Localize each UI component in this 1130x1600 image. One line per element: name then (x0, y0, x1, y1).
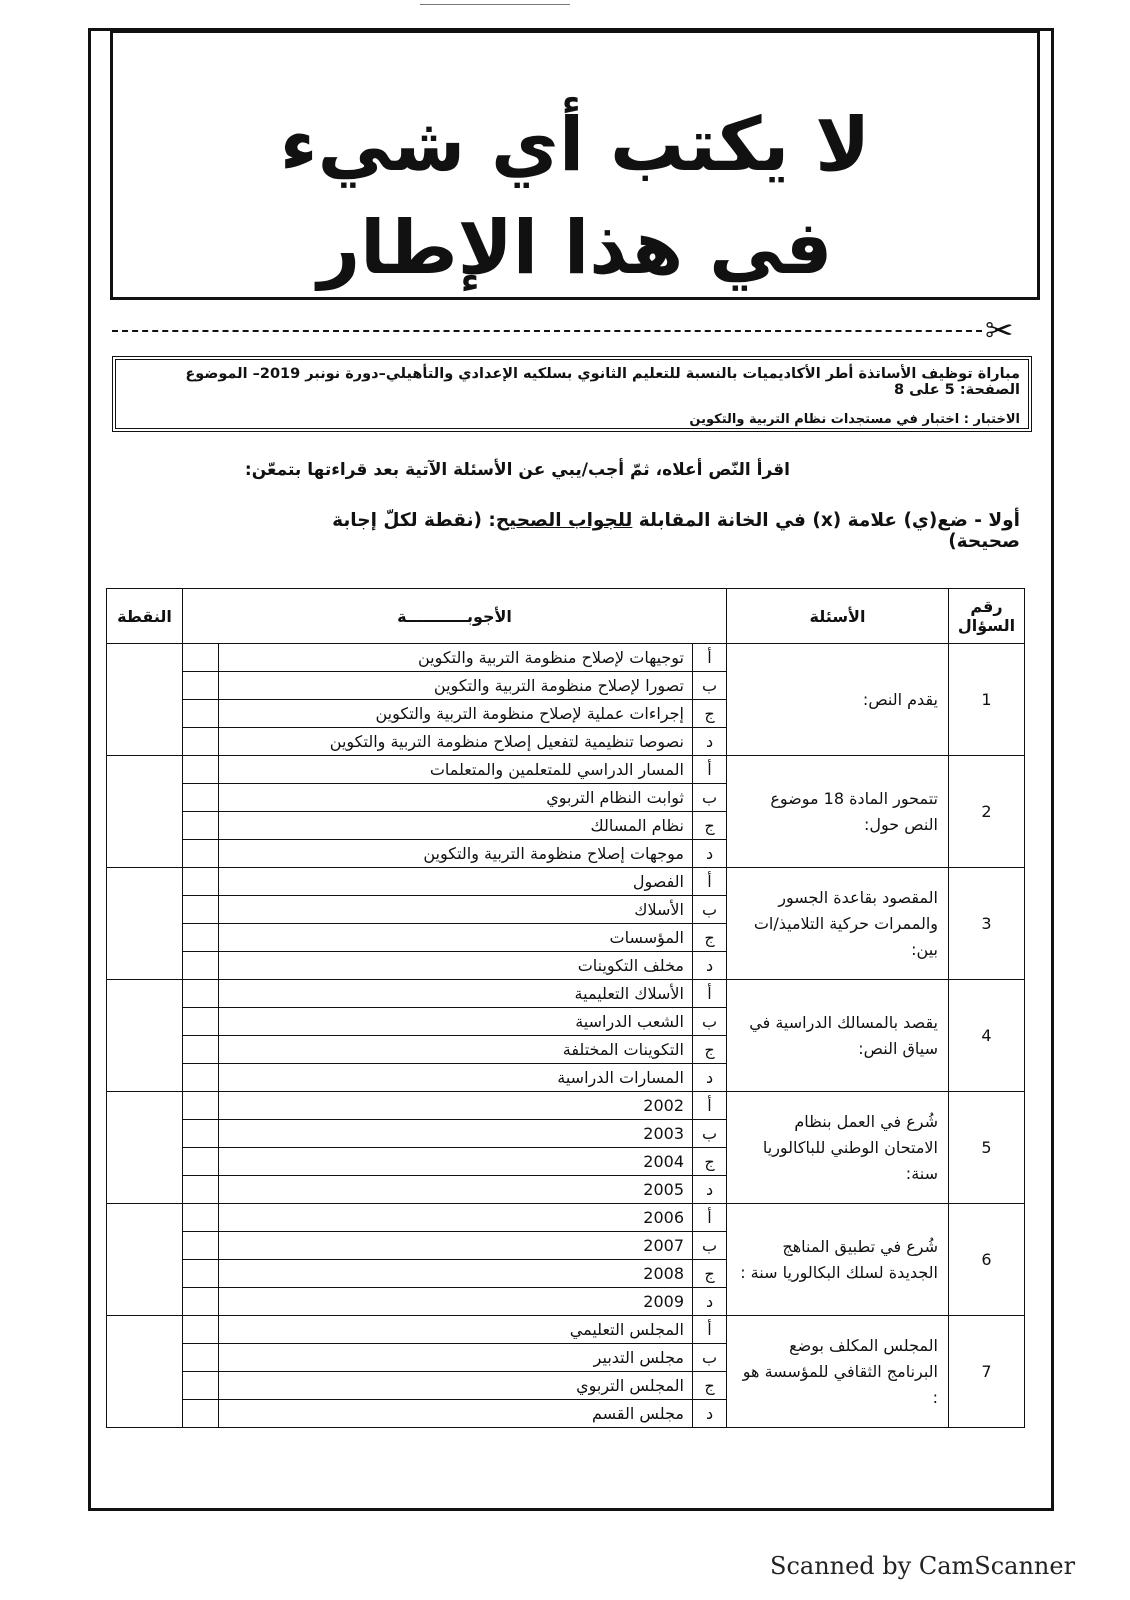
option-text: تصورا لإصلاح منظومة التربية والتكوين (219, 672, 693, 700)
answer-checkbox[interactable] (183, 784, 219, 812)
question-number: 2 (949, 756, 1025, 868)
answer-checkbox[interactable] (183, 1288, 219, 1316)
answer-checkbox[interactable] (183, 896, 219, 924)
points-cell[interactable] (107, 644, 183, 756)
answer-checkbox[interactable] (183, 728, 219, 756)
points-cell[interactable] (107, 1204, 183, 1316)
option-text: ثوابت النظام التربوي (219, 784, 693, 812)
exam-header-line-1: مباراة توظيف الأساتذة أطر الأكاديميات بالنسبة للتعليم الثانوي بسلكيه الإعدادي والتأهيلي–دورة نونبر 2019– الموضوع الصفحة: 5 على 8 (185, 366, 1020, 398)
option-text: المسار الدراسي للمتعلمين والمتعلمات (219, 756, 693, 784)
answer-checkbox[interactable] (183, 700, 219, 728)
option-letter: د (693, 1288, 727, 1316)
table-row (107, 980, 1025, 1008)
option-letter: ب (693, 1232, 727, 1260)
option-letter: ج (693, 812, 727, 840)
points-cell[interactable] (107, 980, 183, 1092)
option-letter: أ (693, 868, 727, 896)
answer-checkbox[interactable] (183, 644, 219, 672)
question-text: يقدم النص: (727, 644, 949, 756)
option-letter: ج (693, 1148, 727, 1176)
answer-checkbox[interactable] (183, 1344, 219, 1372)
option-text: 2006 (219, 1204, 693, 1232)
option-letter: د (693, 1064, 727, 1092)
option-text: 2007 (219, 1232, 693, 1260)
option-text: 2008 (219, 1260, 693, 1288)
option-letter: ج (693, 924, 727, 952)
answer-checkbox[interactable] (183, 1232, 219, 1260)
points-cell[interactable] (107, 1092, 183, 1204)
do-not-write-box (110, 30, 1040, 300)
option-letter: أ (693, 1092, 727, 1120)
table-row (107, 1204, 1025, 1232)
question-text: المجلس المكلف بوضع البرنامج الثقافي للمؤسسة هو : (727, 1316, 949, 1428)
header-number: رقم السؤال (949, 589, 1025, 644)
scanner-watermark: Scanned by CamScanner (770, 1552, 1076, 1580)
points-cell[interactable] (107, 1316, 183, 1428)
scissors-icon: ✂ (985, 311, 1014, 351)
questions-table (106, 588, 1025, 1428)
header-answers: الأجوبـــــــــــة (183, 589, 727, 644)
question-text: شُرع في العمل بنظام الامتحان الوطني للباكالوريا سنة: (727, 1092, 949, 1204)
option-letter: ب (693, 1344, 727, 1372)
option-text: 2009 (219, 1288, 693, 1316)
option-text: المسارات الدراسية (219, 1064, 693, 1092)
option-text: 2004 (219, 1148, 693, 1176)
exam-header (112, 356, 1032, 432)
answer-checkbox[interactable] (183, 1120, 219, 1148)
answer-checkbox[interactable] (183, 1260, 219, 1288)
instruction-underlined: للجواب الصحيح (495, 510, 633, 531)
question-number: 3 (949, 868, 1025, 980)
question-text: المقصود بقاعدة الجسور والممرات حركية التلاميذ/ات بين: (727, 868, 949, 980)
answer-checkbox[interactable] (183, 1204, 219, 1232)
answer-checkbox[interactable] (183, 924, 219, 952)
option-letter: أ (693, 644, 727, 672)
answer-checkbox[interactable] (183, 868, 219, 896)
option-text: 2003 (219, 1120, 693, 1148)
answer-checkbox[interactable] (183, 840, 219, 868)
answer-checkbox[interactable] (183, 672, 219, 700)
cut-line (112, 330, 982, 332)
option-text: مجلس التدبير (219, 1344, 693, 1372)
option-letter: ب (693, 1008, 727, 1036)
question-number: 6 (949, 1204, 1025, 1316)
header-points: النقطة (107, 589, 183, 644)
option-letter: ب (693, 784, 727, 812)
option-text: 2005 (219, 1176, 693, 1204)
option-text: نظام المسالك (219, 812, 693, 840)
option-letter: ب (693, 672, 727, 700)
answer-checkbox[interactable] (183, 812, 219, 840)
question-number: 7 (949, 1316, 1025, 1428)
answer-checkbox[interactable] (183, 1400, 219, 1428)
option-text: 2002 (219, 1092, 693, 1120)
table-row (107, 756, 1025, 784)
answer-checkbox[interactable] (183, 1316, 219, 1344)
option-text: الشعب الدراسية (219, 1008, 693, 1036)
option-letter: أ (693, 980, 727, 1008)
question-number: 1 (949, 644, 1025, 756)
scan-edge-line (420, 4, 570, 5)
banner-line-1: لا يكتب أي شيء (279, 102, 871, 188)
table-header-row (107, 589, 1025, 644)
answer-checkbox[interactable] (183, 1036, 219, 1064)
option-letter: أ (693, 756, 727, 784)
points-cell[interactable] (107, 868, 183, 980)
table-row (107, 1316, 1025, 1344)
option-letter: د (693, 728, 727, 756)
option-text: مخلف التكوينات (219, 952, 693, 980)
instruction-text (320, 510, 1020, 552)
answer-checkbox[interactable] (183, 1064, 219, 1092)
table-row (107, 1092, 1025, 1120)
header-questions: الأسئلة (727, 589, 949, 644)
option-letter: ج (693, 1036, 727, 1064)
question-text: شُرع في تطبيق المناهج الجديدة لسلك البكالوريا سنة : (727, 1204, 949, 1316)
answer-checkbox[interactable] (183, 1372, 219, 1400)
table-row (107, 868, 1025, 896)
option-letter: د (693, 1176, 727, 1204)
table-row (107, 644, 1025, 672)
answer-checkbox[interactable] (183, 1148, 219, 1176)
option-text: مجلس القسم (219, 1400, 693, 1428)
option-letter: ج (693, 1372, 727, 1400)
instruction-part-2: : (نقطة لكلّ إجابة صحيحة) (332, 510, 1020, 552)
answer-checkbox[interactable] (183, 756, 219, 784)
option-letter: أ (693, 1316, 727, 1344)
answer-checkbox[interactable] (183, 980, 219, 1008)
option-text: التكوينات المختلفة (219, 1036, 693, 1064)
option-text: المجلس التعليمي (219, 1316, 693, 1344)
answer-checkbox[interactable] (183, 1092, 219, 1120)
answer-checkbox[interactable] (183, 952, 219, 980)
option-text: موجهات إصلاح منظومة التربية والتكوين (219, 840, 693, 868)
exam-header-line-2: الاختبار : اختبار في مستجدات نظام التربية والتكوين (689, 412, 1020, 427)
points-cell[interactable] (107, 756, 183, 868)
option-letter: ب (693, 1120, 727, 1148)
answer-checkbox[interactable] (183, 1008, 219, 1036)
question-text: تتمحور المادة 18 موضوع النص حول: (727, 756, 949, 868)
option-text: نصوصا تنظيمية لتفعيل إصلاح منظومة التربية والتكوين (219, 728, 693, 756)
question-text: يقصد بالمسالك الدراسية في سياق النص: (727, 980, 949, 1092)
option-letter: ج (693, 700, 727, 728)
instruction-part-1: أولا - ضع(ي) علامة (x) في الخانة المقابلة (632, 510, 1020, 531)
option-text: الأسلاك التعليمية (219, 980, 693, 1008)
option-letter: أ (693, 1204, 727, 1232)
option-letter: ب (693, 896, 727, 924)
option-text: الفصول (219, 868, 693, 896)
banner-line-2: في هذا الإطار (317, 205, 833, 291)
option-text: المؤسسات (219, 924, 693, 952)
option-letter: ج (693, 1260, 727, 1288)
intro-text: اقرأ النّص أعلاه، ثمّ أجب/يبي عن الأسئلة الآتية بعد قراءتها بتمعّن: (244, 460, 790, 480)
option-text: إجراءات عملية لإصلاح منظومة التربية والتكوين (219, 700, 693, 728)
question-number: 5 (949, 1092, 1025, 1204)
option-text: الأسلاك (219, 896, 693, 924)
option-letter: د (693, 952, 727, 980)
answer-checkbox[interactable] (183, 1176, 219, 1204)
option-text: توجيهات لإصلاح منظومة التربية والتكوين (219, 644, 693, 672)
option-text: المجلس التربوي (219, 1372, 693, 1400)
option-letter: د (693, 1400, 727, 1428)
option-letter: د (693, 840, 727, 868)
question-number: 4 (949, 980, 1025, 1092)
